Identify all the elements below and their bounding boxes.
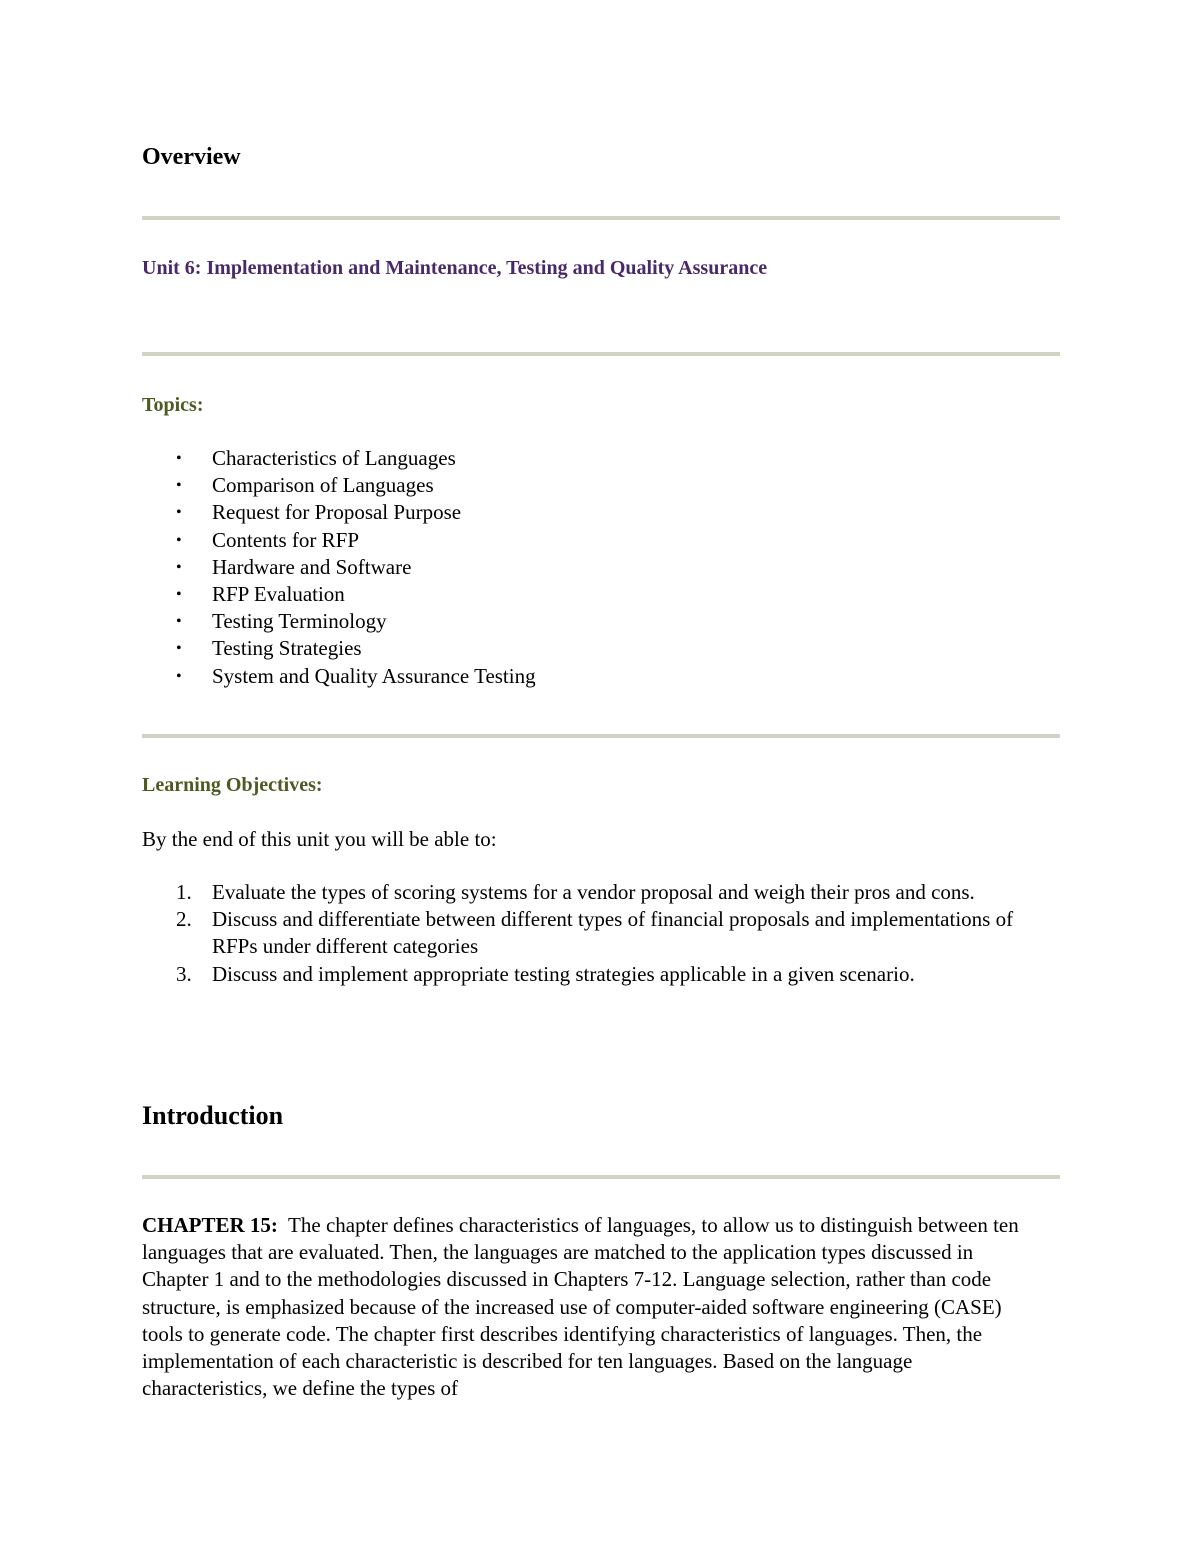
introduction-heading: Introduction <box>142 1101 284 1130</box>
list-item <box>142 608 536 635</box>
bullet-icon: • <box>176 613 182 631</box>
bullet-icon: • <box>176 477 182 495</box>
objective-text: Discuss and implement appropriate testing strategies applicable in a given scenario. <box>212 961 915 986</box>
bullet-icon: • <box>176 504 182 522</box>
topic-text: Characteristics of Languages <box>212 446 456 470</box>
objectives-intro: By the end of this unit you will be able to: <box>142 827 497 851</box>
topic-text: Testing Terminology <box>212 609 387 634</box>
bullet-icon: • <box>176 450 182 467</box>
list-item <box>142 581 536 608</box>
list-item <box>142 906 1032 960</box>
objective-text: Discuss and differentiate between different types of financial proposals and implementations of RFPs under different categories <box>212 907 1014 959</box>
topic-text: RFP Evaluation <box>212 582 345 607</box>
objective-text: Evaluate the types of scoring systems for a vendor proposal and weigh their pros and cons. <box>212 880 975 904</box>
bullet-icon: • <box>176 558 182 576</box>
objectives-list <box>142 879 1060 988</box>
item-number: 2. <box>176 907 192 932</box>
topic-text: Request for Proposal Purpose <box>212 500 462 525</box>
chapter-label: CHAPTER 15: <box>142 1213 278 1237</box>
list-item <box>142 472 536 499</box>
item-number: 1. <box>176 880 192 904</box>
list-item <box>142 635 536 662</box>
list-item <box>142 499 536 526</box>
list-item <box>142 554 536 581</box>
bullet-icon: • <box>176 531 182 549</box>
overview-heading: Overview <box>142 144 241 170</box>
list-item <box>142 961 1032 988</box>
list-item <box>142 879 1032 906</box>
topics-label: Topics: <box>142 394 204 416</box>
list-item <box>142 663 536 690</box>
learning-objectives-label: Learning Objectives: <box>142 774 323 796</box>
chapter-text: The chapter defines characteristics of languages, to allow us to distinguish between ten languages that are evaluated. Then, the languages are matched to the application types discussed in Chapter 1 and to the methodologies discussed in Chapters 7-12. Language selection, rather than code structure, is emphasized because of the increased use of computer-aided software engineering (CASE) tools to generate code. The chapter first describes identifying characteristics of languages. Then, the implementation of each characteristic is described for ten languages. Based on the language characteristics, we define the types of <box>142 1213 1019 1401</box>
divider-rule <box>142 216 1060 220</box>
list-item <box>142 445 536 472</box>
chapter-paragraph <box>142 1212 1042 1402</box>
bullet-icon: • <box>176 667 182 685</box>
list-item <box>142 527 536 554</box>
topic-text: Hardware and Software <box>212 554 412 579</box>
topic-text: Contents for RFP <box>212 527 360 552</box>
bullet-icon: • <box>176 586 182 604</box>
divider-rule <box>142 352 1060 356</box>
bullet-icon: • <box>176 640 182 658</box>
unit-title: Unit 6: Implementation and Maintenance, Testing and Quality Assurance <box>142 257 768 279</box>
item-number: 3. <box>176 961 192 986</box>
divider-rule <box>142 734 1060 738</box>
topic-text: Testing Strategies <box>212 636 362 661</box>
divider-rule <box>142 1175 1060 1179</box>
topics-list <box>142 445 536 690</box>
topic-text: Comparison of Languages <box>212 473 434 498</box>
topic-text: System and Quality Assurance Testing <box>212 663 536 688</box>
